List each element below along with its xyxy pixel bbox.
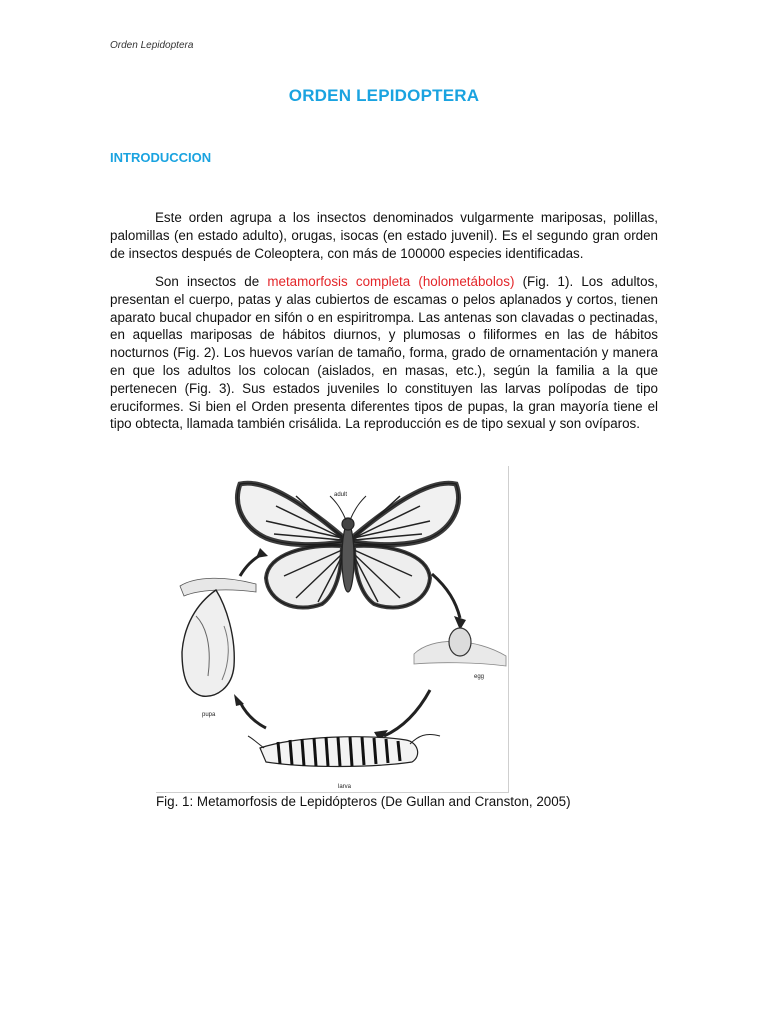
lifecycle-figure xyxy=(156,466,509,793)
label-adult: adult xyxy=(334,492,348,498)
egg-drawing xyxy=(414,628,506,666)
paragraph-intro-text: Este orden agrupa a los insectos denominados vulgarmente mariposas, polillas, palomillas (en estado adulto), orugas, isocas (en estado juvenil). Es el segundo gran orden de insectos después de Coleoptera, con más de 100000 especies identificadas. xyxy=(110,210,658,261)
figure-caption: Fig. 1: Metamorfosis de Lepidópteros (De Gullan and Cranston, 2005) xyxy=(156,794,571,809)
paragraph-metamorphosis xyxy=(110,273,658,433)
pupa-drawing xyxy=(180,578,256,696)
section-heading-introduccion: INTRODUCCION xyxy=(110,150,212,165)
paragraph-text-start: Son insectos de xyxy=(155,274,268,289)
paragraph-text-rest: (Fig. 1). Los adultos, presentan el cuerpo, patas y alas cubiertos de escamas o pelos aplanados y cortos, tienen aparato bucal chupador en sifón o en espiritrompa. Las antenas son clavadas o pectinadas, en aquellas mariposas de hábitos diurnos, y plumosas o filiformes en las de hábitos nocturnos (Fig. 2). Los huevos varían de tamaño, forma, grado de ornamentación y manera en que los adultos los colocan (aislados, en masas, etc.), según la familia a la que pertenecen (Fig. 3). Sus estados juveniles lo constituyen las larvas polípodas de tipo eruciformes. Si bien el Orden presenta diferentes tipos de pupas, la gran mayoría tiene el tipo obtecta, llamada también crisálida. La reproducción es de tipo sexual y son ovíparos. xyxy=(110,274,658,432)
butterfly-drawing xyxy=(238,483,459,607)
label-pupa: pupa xyxy=(202,712,216,718)
label-egg: egg xyxy=(474,674,485,680)
lifecycle-illustration xyxy=(156,466,508,792)
label-larva: larva xyxy=(338,784,352,790)
running-header: Orden Lepidoptera xyxy=(110,40,194,51)
paragraph-intro xyxy=(110,209,658,262)
larva-drawing xyxy=(248,734,440,766)
page-title: ORDEN LEPIDOPTERA xyxy=(288,86,480,105)
highlight-metamorfosis: metamorfosis completa (holometábolos) xyxy=(267,274,515,289)
